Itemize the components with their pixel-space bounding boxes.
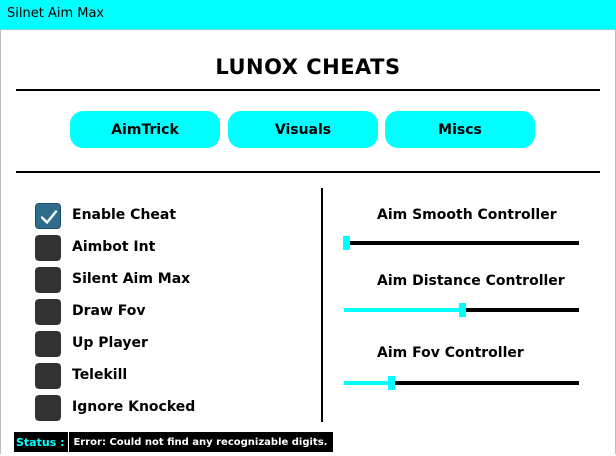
ignore-knocked-checkbox[interactable]: [35, 395, 61, 421]
aim-fov-label: Aim Fov Controller: [377, 345, 524, 361]
option-label: Draw Fov: [72, 303, 146, 319]
telekill-checkbox[interactable]: [35, 363, 61, 389]
tab-miscs[interactable]: Miscs: [385, 111, 535, 148]
aim-distance-slider[interactable]: [344, 304, 579, 316]
page-title: LUNOX CHEATS: [215, 55, 401, 79]
option-label: Telekill: [72, 367, 128, 383]
option-aimbot-int[interactable]: [35, 235, 285, 261]
option-label: Aimbot Int: [72, 239, 156, 255]
column-divider: [321, 188, 323, 422]
status-label: Status :: [16, 435, 65, 449]
top-divider: [16, 89, 600, 91]
up-player-checkbox[interactable]: [35, 331, 61, 357]
slider-track: [344, 241, 579, 245]
aim-distance-label: Aim Distance Controller: [377, 273, 565, 289]
window-title: Silnet Aim Max: [7, 6, 105, 21]
option-ignore-knocked[interactable]: [35, 395, 285, 421]
slider-thumb[interactable]: [343, 236, 350, 250]
enable-cheat-checkbox[interactable]: [35, 203, 61, 229]
option-label: Ignore Knocked: [72, 399, 196, 415]
option-draw-fov[interactable]: [35, 299, 285, 325]
status-message: Error: Could not find any recognizable digits.: [73, 436, 328, 448]
option-label: Silent Aim Max: [72, 271, 191, 287]
status-bar: [14, 432, 333, 452]
option-enable-cheat[interactable]: [35, 203, 285, 229]
aim-smooth-slider[interactable]: [344, 237, 579, 249]
tab-aimtrick[interactable]: AimTrick: [70, 111, 220, 148]
slider-thumb[interactable]: [388, 376, 395, 390]
option-up-player[interactable]: [35, 331, 285, 357]
section-divider: [16, 171, 600, 173]
check-icon: [39, 207, 59, 227]
option-label: Up Player: [72, 335, 148, 351]
option-telekill[interactable]: [35, 363, 285, 389]
tab-visuals[interactable]: Visuals: [228, 111, 378, 148]
draw-fov-checkbox[interactable]: [35, 299, 61, 325]
aim-fov-slider[interactable]: [344, 377, 579, 389]
silent-aim-max-checkbox[interactable]: [35, 267, 61, 293]
aim-smooth-label: Aim Smooth Controller: [377, 207, 557, 223]
slider-fill: [344, 308, 462, 312]
aimbot-int-checkbox[interactable]: [35, 235, 61, 261]
slider-fill: [344, 381, 391, 385]
slider-thumb[interactable]: [459, 303, 466, 317]
option-label: Enable Cheat: [72, 207, 177, 223]
option-silent-aim-max[interactable]: [35, 267, 285, 293]
title-bar[interactable]: [0, 0, 616, 30]
